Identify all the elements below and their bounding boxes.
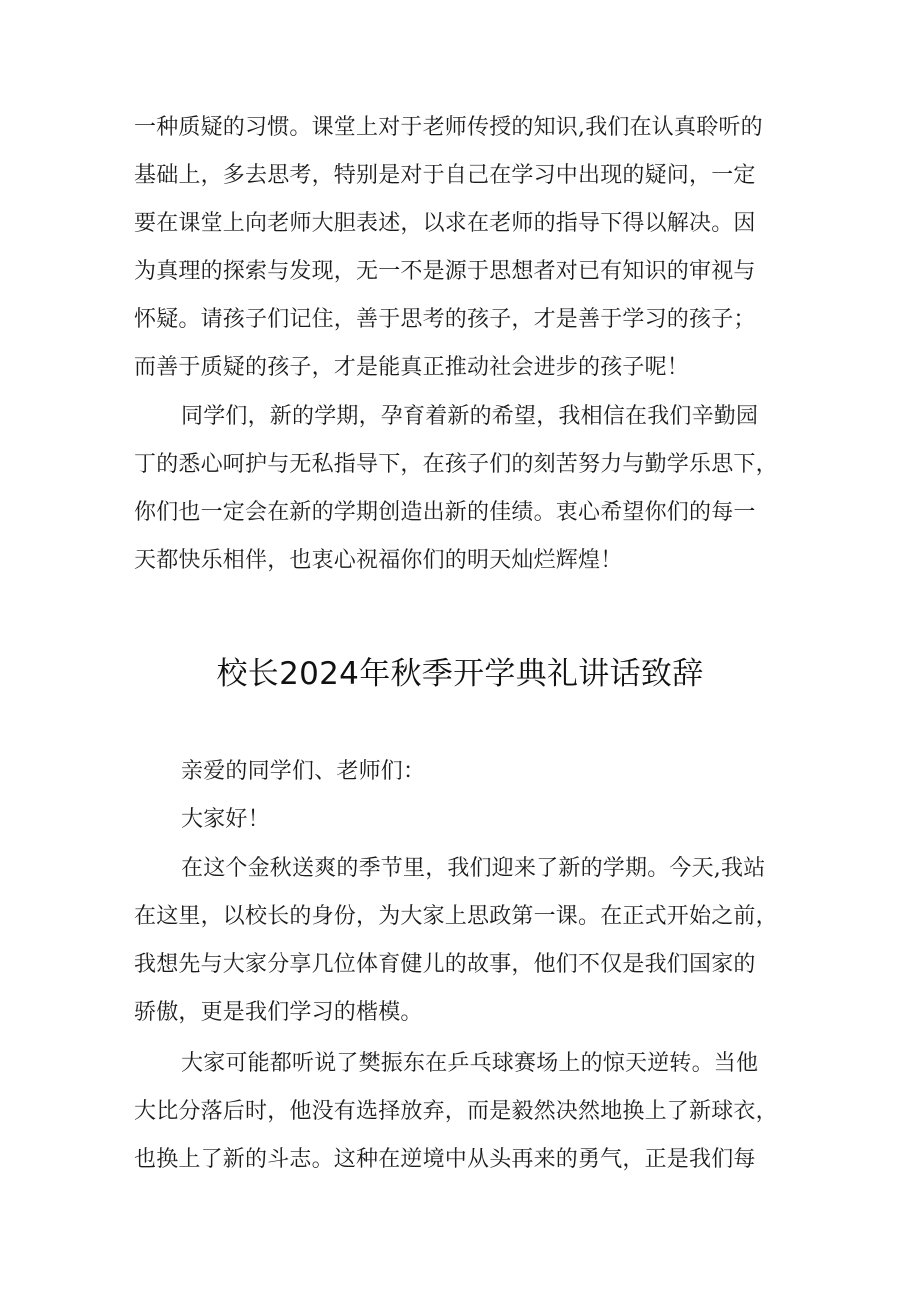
text-line: 而善于质疑的孩子，才是能真正推动社会进步的孩子呢！ xyxy=(134,355,690,380)
text-line: 在这个金秋送爽的季节里，我们迎来了新的学期。今天,我站 xyxy=(181,856,766,881)
text-line: 怀疑。请孩子们记住，善于思考的孩子，才是善于学习的孩子； xyxy=(134,307,756,332)
text-line: 要在课堂上向老师大胆表述，以求在老师的指导下得以解决。因 xyxy=(134,211,756,236)
text-line: 你们也一定会在新的学期创造出新的佳绩。衷心希望你们的每一 xyxy=(134,500,756,525)
text-line: 骄傲，更是我们学习的楷模。 xyxy=(134,1000,423,1025)
salutation: 亲爱的同学们、老师们： xyxy=(181,759,426,784)
text-line: 基础上，多去思考，特别是对于自己在学习中出现的疑问，一定 xyxy=(134,163,756,188)
greeting: 大家好！ xyxy=(181,807,270,832)
text-line: 大家可能都听说了樊振东在乒乓球赛场上的惊天逆转。当他 xyxy=(181,1051,759,1076)
text-line: 我想先与大家分享几位体育健儿的故事，他们不仅是我们国家的 xyxy=(134,952,756,977)
text-line: 丁的悉心呵护与无私指导下，在孩子们的刻苦努力与勤学乐思下， xyxy=(134,452,778,477)
text-line: 同学们，新的学期，孕育着新的希望，我相信在我们辛勤园 xyxy=(181,404,759,429)
speech-title: 校长2024年秋季开学典礼讲话致辞 xyxy=(216,656,704,692)
text-line: 一种质疑的习惯。课堂上对于老师传授的知识,我们在认真聆听的 xyxy=(134,115,763,140)
text-line: 也换上了新的斗志。这种在逆境中从头再来的勇气，正是我们每 xyxy=(134,1147,756,1172)
text-line: 天都快乐相伴，也衷心祝福你们的明天灿烂辉煌！ xyxy=(134,548,623,573)
text-line: 在这里，以校长的身份，为大家上思政第一课。在正式开始之前， xyxy=(134,904,778,929)
text-line: 大比分落后时，他没有选择放弃，而是毅然决然地换上了新球衣， xyxy=(134,1099,778,1124)
text-line: 为真理的探索与发现，无一不是源于思想者对已有知识的审视与 xyxy=(134,259,756,284)
